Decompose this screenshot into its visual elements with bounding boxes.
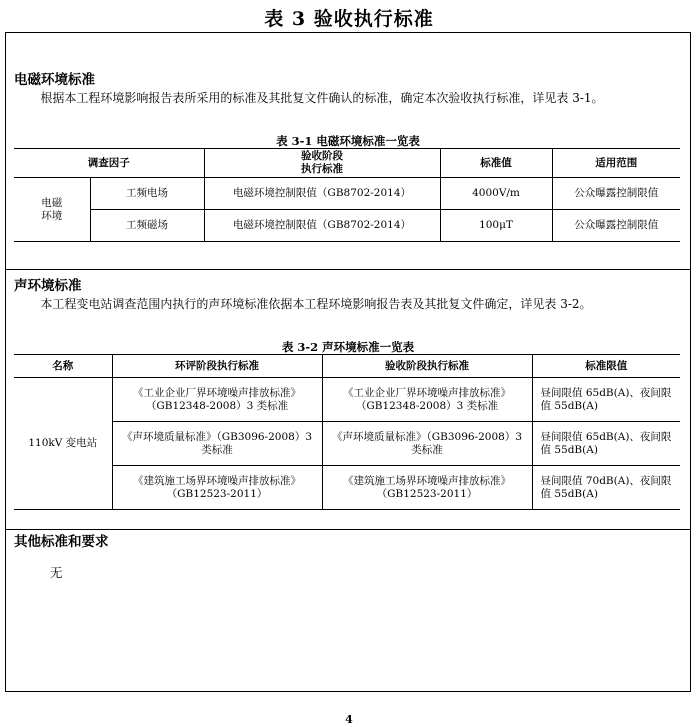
noise-name: 110kV 变电站 — [14, 378, 112, 510]
em-header-standard: 验收阶段 执行标准 — [204, 149, 440, 178]
em-header-value: 标准值 — [440, 149, 552, 178]
em-factor: 工频电场 — [90, 178, 204, 210]
em-standard: 电磁环境控制限值（GB8702-2014） — [204, 210, 440, 242]
noise-eia-standard: 《建筑施工场界环境噪声排放标准》（GB12523-2011） — [112, 466, 322, 510]
em-table-caption: 表 3-1 电磁环境标准一览表 — [276, 134, 420, 148]
noise-header-acceptance: 验收阶段执行标准 — [322, 355, 532, 378]
em-scope: 公众曝露控制限值 — [552, 210, 680, 242]
em-value: 100μT — [440, 210, 552, 242]
noise-eia-standard: 《声环境质量标准》（GB3096-2008）3 类标准 — [112, 422, 322, 466]
noise-limit: 昼间限值 65dB(A)、夜间限值 55dB(A) — [532, 378, 680, 422]
em-header-factor: 调查因子 — [14, 149, 204, 178]
em-paragraph: 根据本工程环境影响报告表所采用的标准及其批复文件确认的标准，确定本次验收执行标准，详见表 3-1。 — [40, 91, 604, 105]
table-row — [14, 422, 680, 466]
em-header-scope: 适用范围 — [552, 149, 680, 178]
noise-standards-table — [14, 354, 680, 510]
noise-header-limit: 标准限值 — [532, 355, 680, 378]
noise-header-eia: 环评阶段执行标准 — [112, 355, 322, 378]
noise-header-name: 名称 — [14, 355, 112, 378]
em-standards-table — [14, 148, 680, 242]
noise-eia-standard: 《工业企业厂界环境噪声排放标准》（GB12348-2008）3 类标准 — [112, 378, 322, 422]
other-text: 无 — [50, 565, 63, 580]
table-row — [14, 210, 680, 242]
em-factor: 工频磁场 — [90, 210, 204, 242]
section-divider — [6, 529, 690, 530]
noise-limit: 昼间限值 65dB(A)、夜间限值 55dB(A) — [532, 422, 680, 466]
standards-frame — [5, 32, 691, 692]
table-row — [14, 178, 680, 210]
em-value: 4000V/m — [440, 178, 552, 210]
em-scope: 公众曝露控制限值 — [552, 178, 680, 210]
noise-limit: 昼间限值 70dB(A)、夜间限值 55dB(A) — [532, 466, 680, 510]
noise-heading: 声环境标准 — [14, 278, 82, 294]
table-row — [14, 378, 680, 422]
em-heading: 电磁环境标准 — [14, 72, 95, 88]
page-title: 表 3 验收执行标准 — [264, 8, 434, 30]
em-standard: 电磁环境控制限值（GB8702-2014） — [204, 178, 440, 210]
table-row — [14, 466, 680, 510]
noise-acceptance-standard: 《建筑施工场界环境噪声排放标准》（GB12523-2011） — [322, 466, 532, 510]
noise-acceptance-standard: 《声环境质量标准》（GB3096-2008）3 类标准 — [322, 422, 532, 466]
page-number: 4 — [345, 713, 353, 726]
noise-table-caption: 表 3-2 声环境标准一览表 — [281, 340, 415, 354]
other-heading: 其他标准和要求 — [14, 534, 109, 550]
noise-paragraph: 本工程变电站调查范围内执行的声环境标准依据本工程环境影响报告表及其批复文件确定，详见表 3-2。 — [40, 297, 592, 311]
noise-acceptance-standard: 《工业企业厂界环境噪声排放标准》（GB12348-2008）3 类标准 — [322, 378, 532, 422]
em-group-label: 电磁 环境 — [14, 178, 90, 242]
section-divider — [6, 269, 690, 270]
